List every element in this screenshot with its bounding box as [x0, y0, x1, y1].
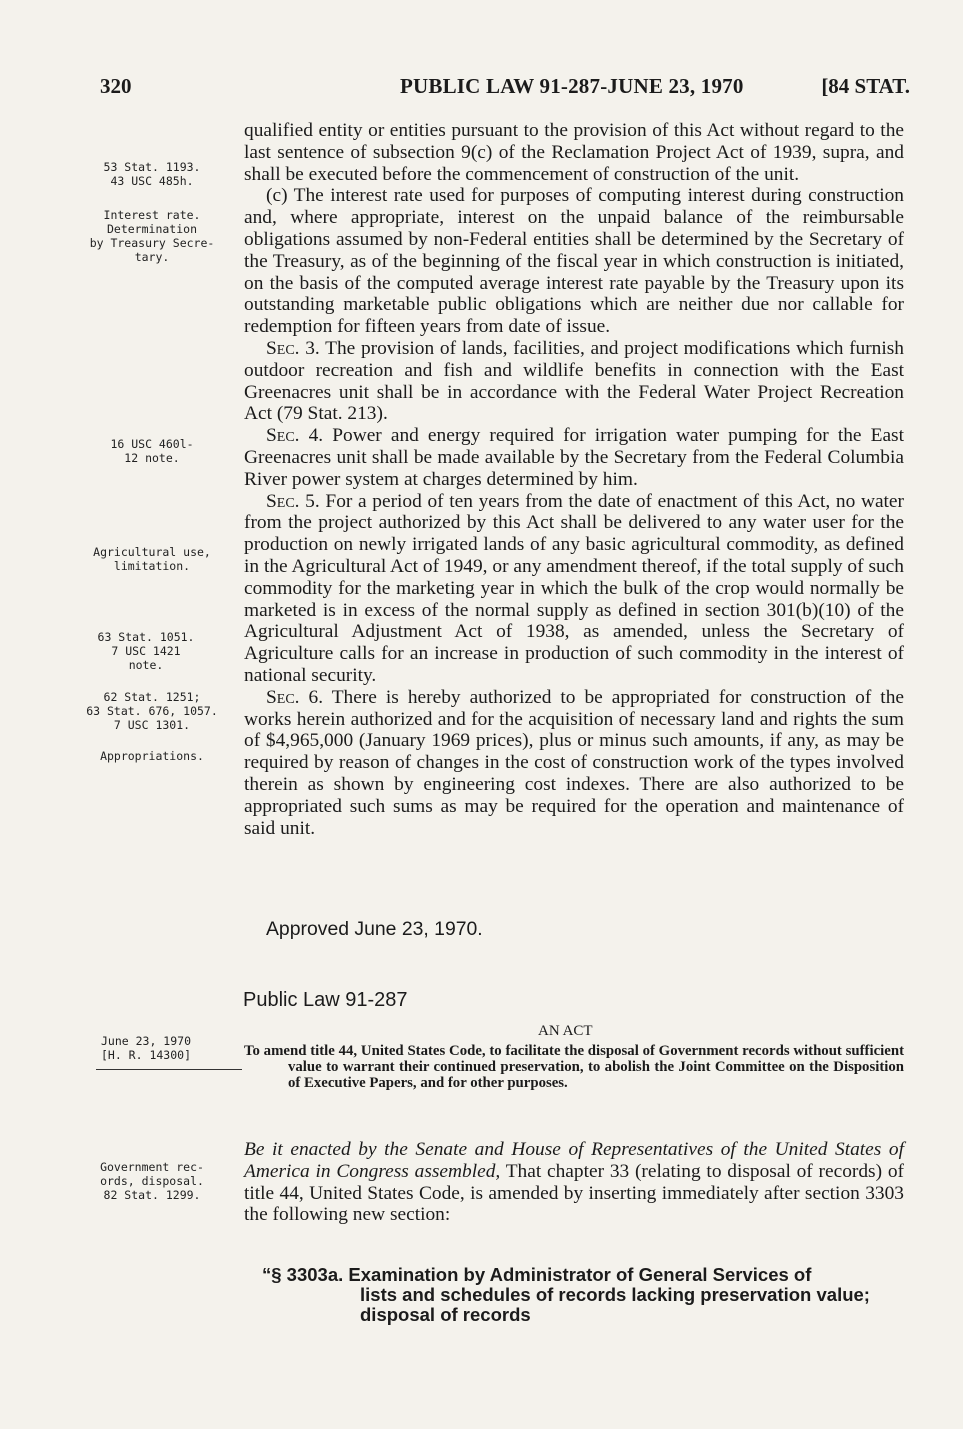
public-law-title: Public Law 91-287: [243, 989, 408, 1011]
section-5: [244, 491, 904, 687]
running-title: PUBLIC LAW 91-287-JUNE 23, 1970: [400, 74, 744, 98]
section-5-text: For a period of ten years from the date of enactment of this Act, no water from the project authorized by this Act shall be delivered to any water user for the production on newly irrigated lands of any basic agricultural commodity, as defined in the Agricultural Act of 1949, or any amendment thereof, if the total supply of such commodity for the marketing year in which the bulk of the crop would normally be marketed is in excess of the normal supply as defined in section 301(b)(10) of the Agricultural Adjustment Act of 1938, as amended, unless the Secretary of Agriculture calls for an increase in production of such commodity in the interest of national security.: [244, 490, 904, 686]
section-3-text: The provision of lands, facilities, and project modifications which furnish outdoor recreation and fish and wildlife benefits in connection with the East Greenacres unit shall be in accordance with the Federal Water Project Recreation Act (79 Stat. 213).: [244, 337, 905, 425]
margin-note-citation: 53 Stat. 1193. 43 USC 485h.: [103, 160, 201, 188]
enacting-clause-text: That chapter 33 (relating to disposal of records) of title 44, United States Code, is amended by inserting immediately after section 3303 the following new section:: [244, 1160, 904, 1226]
enacting-clause: [244, 1139, 904, 1226]
section-6: [244, 687, 904, 840]
page-header: [100, 74, 910, 104]
section-3303a-heading: [262, 1265, 908, 1325]
margin-note-interest-rate: Interest rate. Determination by Treasury Secre- tary.: [89, 208, 215, 264]
section-6-label: Sec. 6.: [266, 686, 324, 708]
paragraph-continued: qualified entity or entities pursuant to the provision of this Act without regard to the last sentence of subsection 9(c) of the Reclamation Project Act of 1939, supra, and shall be executed before the commencement of construction of the unit.: [244, 120, 904, 185]
margin-date-rule: [96, 1069, 242, 1070]
section-4-text: Power and energy required for irrigation water pumping for the East Greenacres unit shall be made available by the Secretary from the Federal Columbia River power system at charges determined by him.: [244, 425, 904, 490]
section-3: [244, 338, 904, 425]
section-4: [244, 425, 904, 490]
section-4-label: Sec. 4.: [266, 425, 324, 447]
paragraph-interest-rate: (c) The interest rate used for purposes of computing interest during construction and, where appropriate, interest on the unpaid balance of the reimbursable obligations assumed by non-Federal entities shall be determined by the Secretary of the Treasury, as of the beginning of the fiscal year in which construction is initiated, on the basis of the computed average interest rate payable by the Treasury upon its outstanding marketable public obligations which are neither due nor callable for redemption for fifteen years from date of issue.: [244, 185, 904, 338]
margin-note-government-records: Government rec- ords, disposal. 82 Stat. 1299.: [100, 1160, 204, 1202]
section-heading-line-1: “§ 3303a. Examination by Administrator of General Services of: [262, 1264, 812, 1285]
section-3-label: Sec. 3.: [266, 337, 320, 359]
section-heading-line-2: lists and schedules of records lacking preservation value; disposal of records: [360, 1284, 870, 1325]
approval-line: Approved June 23, 1970.: [266, 918, 483, 940]
margin-note-agricultural: Agricultural use, limitation.: [93, 545, 211, 573]
margin-note-appropriations: Appropriations.: [100, 749, 204, 763]
margin-note-date: June 23, 1970 [H. R. 14300]: [100, 1034, 191, 1062]
section-6-text: There is hereby authorized to be appropriated for construction of the works herein authorized and for the acquisition of necessary land and rights the sum of $4,965,000 (January 1969 prices), plus or minus such amounts, if any, as may be required by reason of changes in the cost of construction work of the types involved therein as shown by engineering cost indexes. There are also authorized to be appropriated such sums as may be required for the operation and maintenance of said unit.: [244, 686, 904, 839]
act-purpose: To amend title 44, United States Code, to facilitate the disposal of Government records without sufficient value to warrant their continued preservation, to abolish the Joint Committee on the Disposition of Executive Papers, and for other purposes.: [244, 1043, 904, 1091]
margin-note-recreation: 16 USC 460l- 12 note.: [110, 437, 194, 465]
margin-note-stat-1051: 63 Stat. 1051. 7 USC 1421 note.: [97, 630, 195, 672]
statute-volume: [84 STAT.: [821, 74, 910, 98]
body-text: [244, 120, 904, 839]
page-number: 320: [100, 74, 132, 98]
margin-note-stat-1251: 62 Stat. 1251; 63 Stat. 676, 1057. 7 USC 1301.: [86, 690, 218, 732]
section-5-label: Sec. 5.: [266, 490, 320, 512]
enacting-clause-italic: Be it enacted by the Senate and House of Representatives of the United States of America in Congress assembled,: [244, 1139, 904, 1182]
an-act-heading: AN ACT: [538, 1023, 593, 1039]
